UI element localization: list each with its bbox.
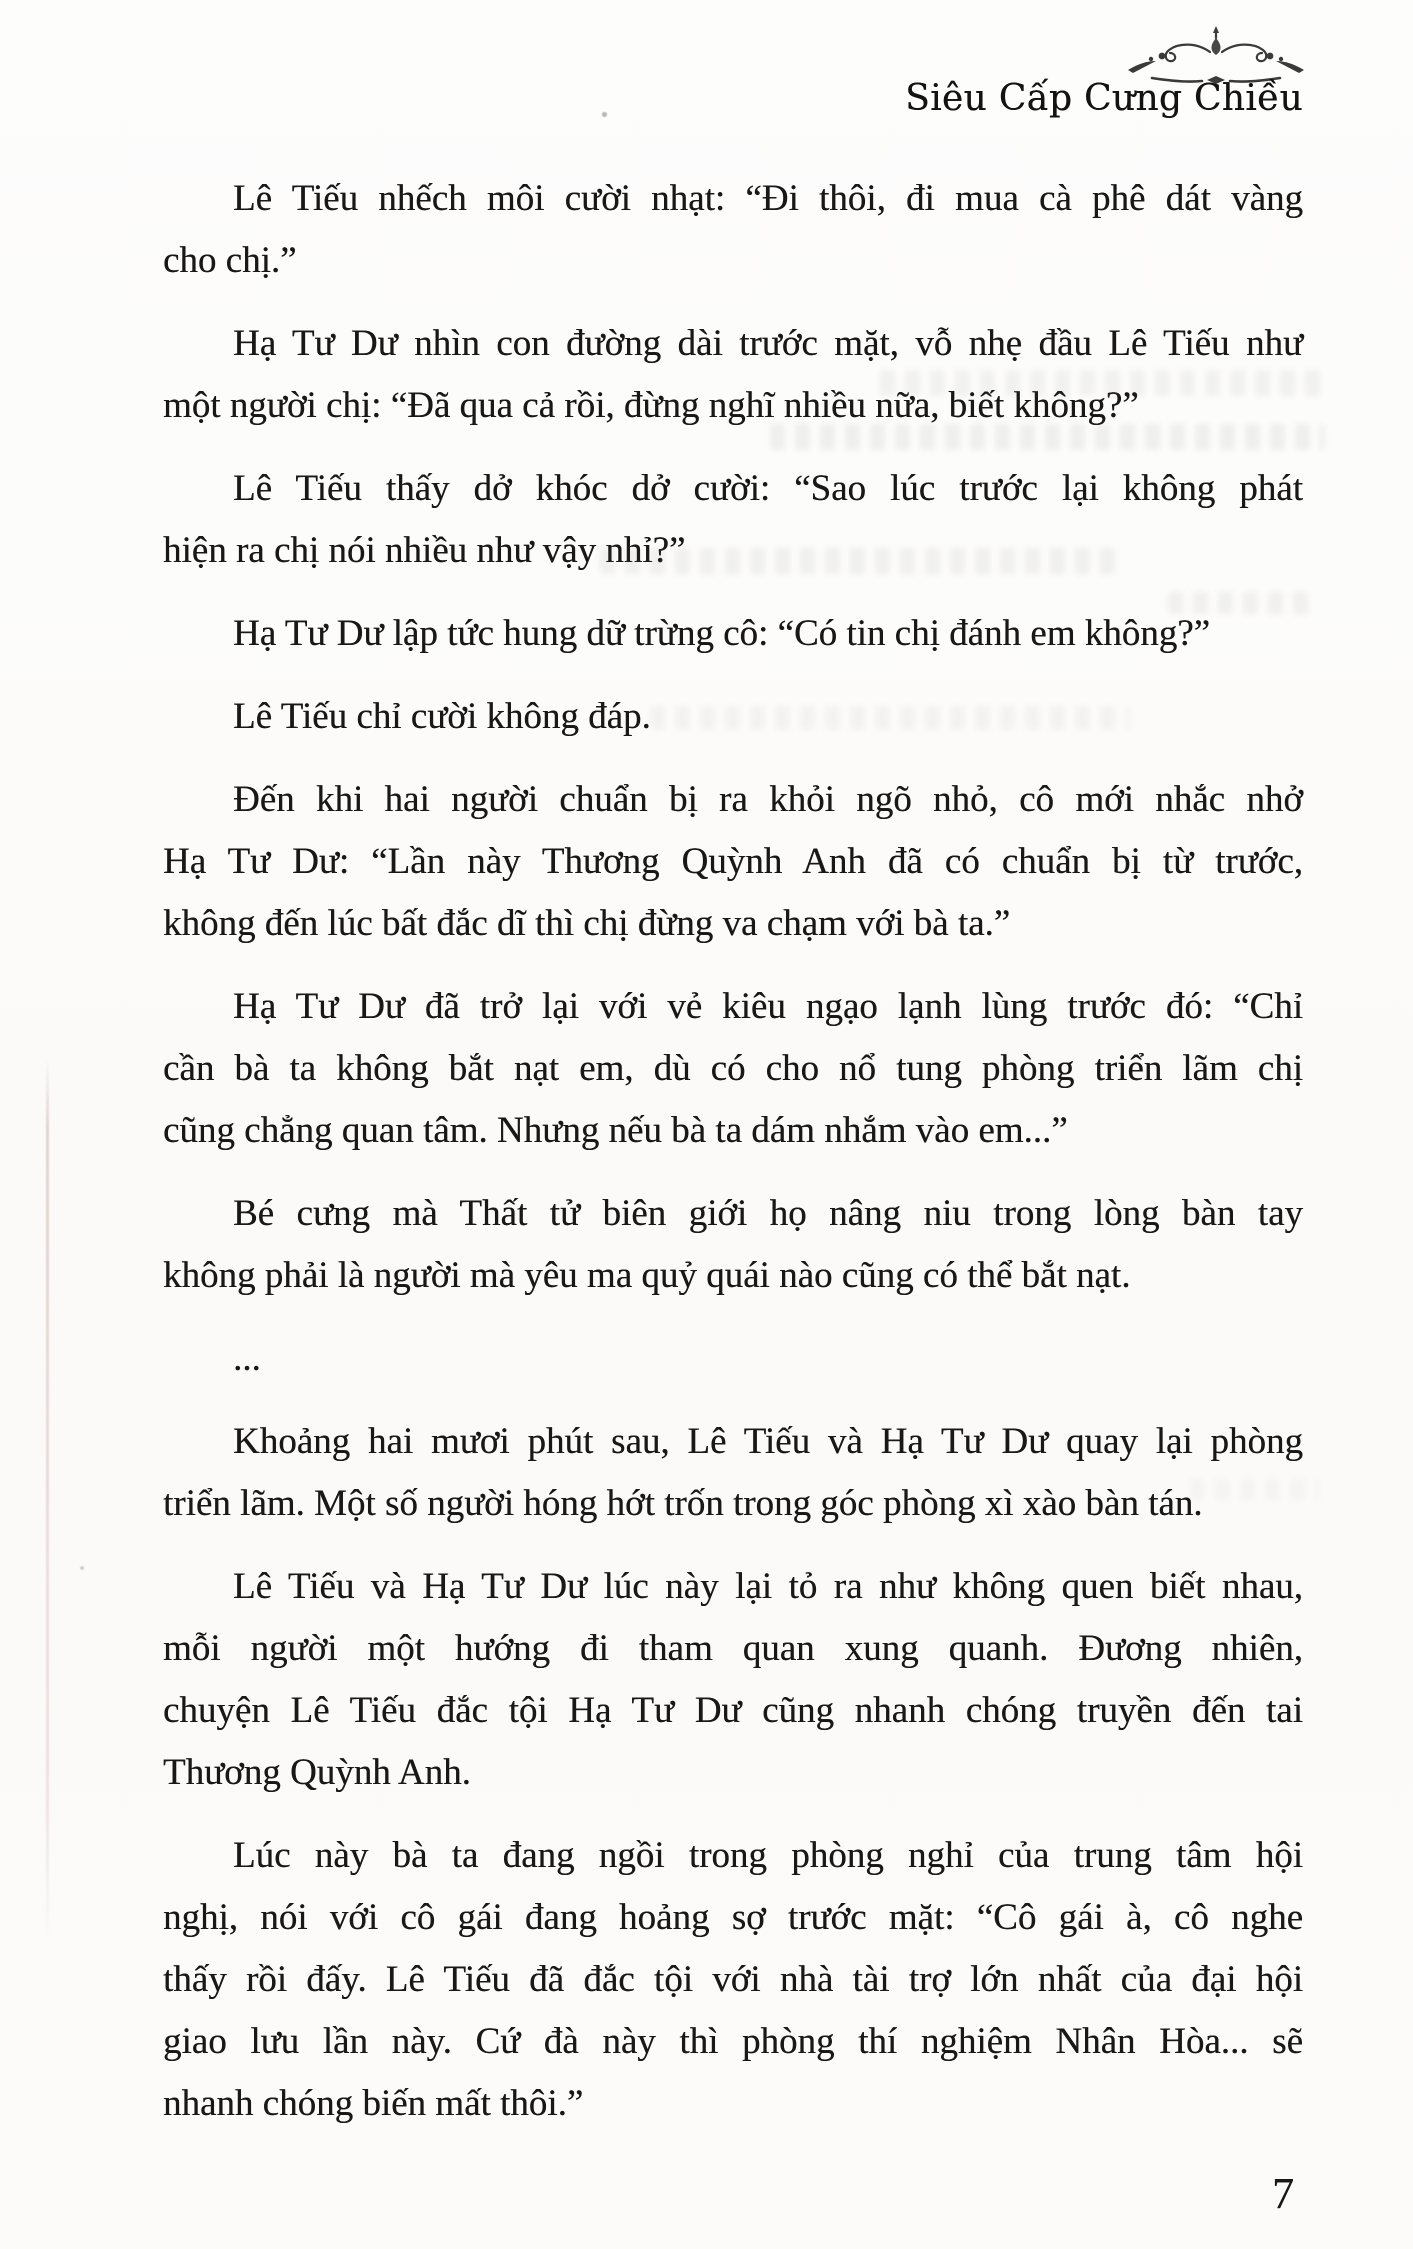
running-header-title: Siêu Cấp Cưng Chiều: [905, 78, 1303, 119]
scan-speck: [80, 1566, 84, 1570]
paragraph: [163, 769, 1303, 955]
text-line: cần bà ta không bắt nạt em, dù có cho nổ tung phòng triển lãm chị: [163, 1048, 1303, 1089]
text-line: mỗi người một hướng đi tham quan xung quanh. Đương nhiên,: [163, 1628, 1303, 1669]
text-line: Lúc này bà ta đang ngồi trong phòng nghỉ của trung tâm hội: [233, 1835, 1303, 1876]
text-line: giao lưu lần này. Cứ đà này thì phòng thí nghiệm Nhân Hòa... sẽ: [163, 2021, 1303, 2062]
text-line: Lê Tiếu nhếch môi cười nhạt: “Đi thôi, đi mua cà phê dát vàng: [233, 178, 1303, 219]
text-line: nghị, nói với cô gái đang hoảng sợ trước mặt: “Cô gái à, cô nghe: [163, 1897, 1303, 1938]
text-line: không đến lúc bất đắc dĩ thì chị đừng va chạm với bà ta.”: [163, 903, 1011, 944]
text-line: chuyện Lê Tiếu đắc tội Hạ Tư Dư cũng nhanh chóng truyền đến tai: [163, 1690, 1303, 1731]
text-line: một người chị: “Đã qua cả rồi, đừng nghĩ nhiều nữa, biết không?”: [163, 385, 1139, 426]
text-line: Hạ Tư Dư lập tức hung dữ trừng cô: “Có tin chị đánh em không?”: [233, 613, 1211, 654]
text-line: cũng chẳng quan tâm. Nhưng nếu bà ta dám nhắm vào em...”: [163, 1110, 1068, 1151]
text-line: Thương Quỳnh Anh.: [163, 1752, 471, 1793]
text-line: triển lãm. Một số người hóng hớt trốn trong góc phòng xì xào bàn tán.: [163, 1483, 1203, 1524]
text-line: Lê Tiếu chỉ cười không đáp.: [233, 696, 651, 737]
paragraph: [163, 686, 1303, 748]
paragraph: [163, 976, 1303, 1162]
page-number: 7: [1272, 2169, 1294, 2218]
text-line: Hạ Tư Dư: “Lần này Thương Quỳnh Anh đã có chuẩn bị từ trước,: [163, 841, 1303, 882]
paragraph: [163, 168, 1303, 292]
paragraph: [163, 1411, 1303, 1535]
text-line: Hạ Tư Dư đã trở lại với vẻ kiêu ngạo lạnh lùng trước đó: “Chỉ: [233, 986, 1303, 1027]
text-line: Lê Tiếu thấy dở khóc dở cười: “Sao lúc trước lại không phát: [233, 468, 1303, 509]
page-gutter-shadow: [46, 1058, 49, 1938]
text-line: thấy rồi đấy. Lê Tiếu đã đắc tội với nhà tài trợ lớn nhất của đại hội: [163, 1959, 1303, 2000]
text-line: hiện ra chị nói nhiều như vậy nhỉ?”: [163, 530, 686, 571]
paragraph: [163, 1825, 1303, 2135]
text-line: Hạ Tư Dư nhìn con đường dài trước mặt, vỗ nhẹ đầu Lê Tiếu như: [233, 323, 1303, 364]
paragraph: [163, 458, 1303, 582]
page-body: [163, 168, 1303, 2156]
scan-speck: [602, 112, 607, 117]
text-line: nhanh chóng biến mất thôi.”: [163, 2083, 584, 2124]
text-line: Khoảng hai mươi phút sau, Lê Tiếu và Hạ Tư Dư quay lại phòng: [233, 1421, 1303, 1462]
text-line: ...: [233, 1338, 261, 1379]
paragraph: [163, 313, 1303, 437]
text-line: Bé cưng mà Thất tử biên giới họ nâng niu trong lòng bàn tay: [233, 1193, 1303, 1234]
paragraph: [163, 1183, 1303, 1307]
paragraph: [163, 603, 1303, 665]
paragraph: [163, 1556, 1303, 1804]
text-line: Lê Tiếu và Hạ Tư Dư lúc này lại tỏ ra như không quen biết nhau,: [233, 1566, 1303, 1607]
text-line: không phải là người mà yêu ma quỷ quái nào cũng có thể bắt nạt.: [163, 1255, 1131, 1296]
text-line: Đến khi hai người chuẩn bị ra khỏi ngõ nhỏ, cô mới nhắc nhở: [233, 779, 1303, 820]
paragraph: [163, 1328, 1303, 1390]
text-line: cho chị.”: [163, 240, 297, 281]
